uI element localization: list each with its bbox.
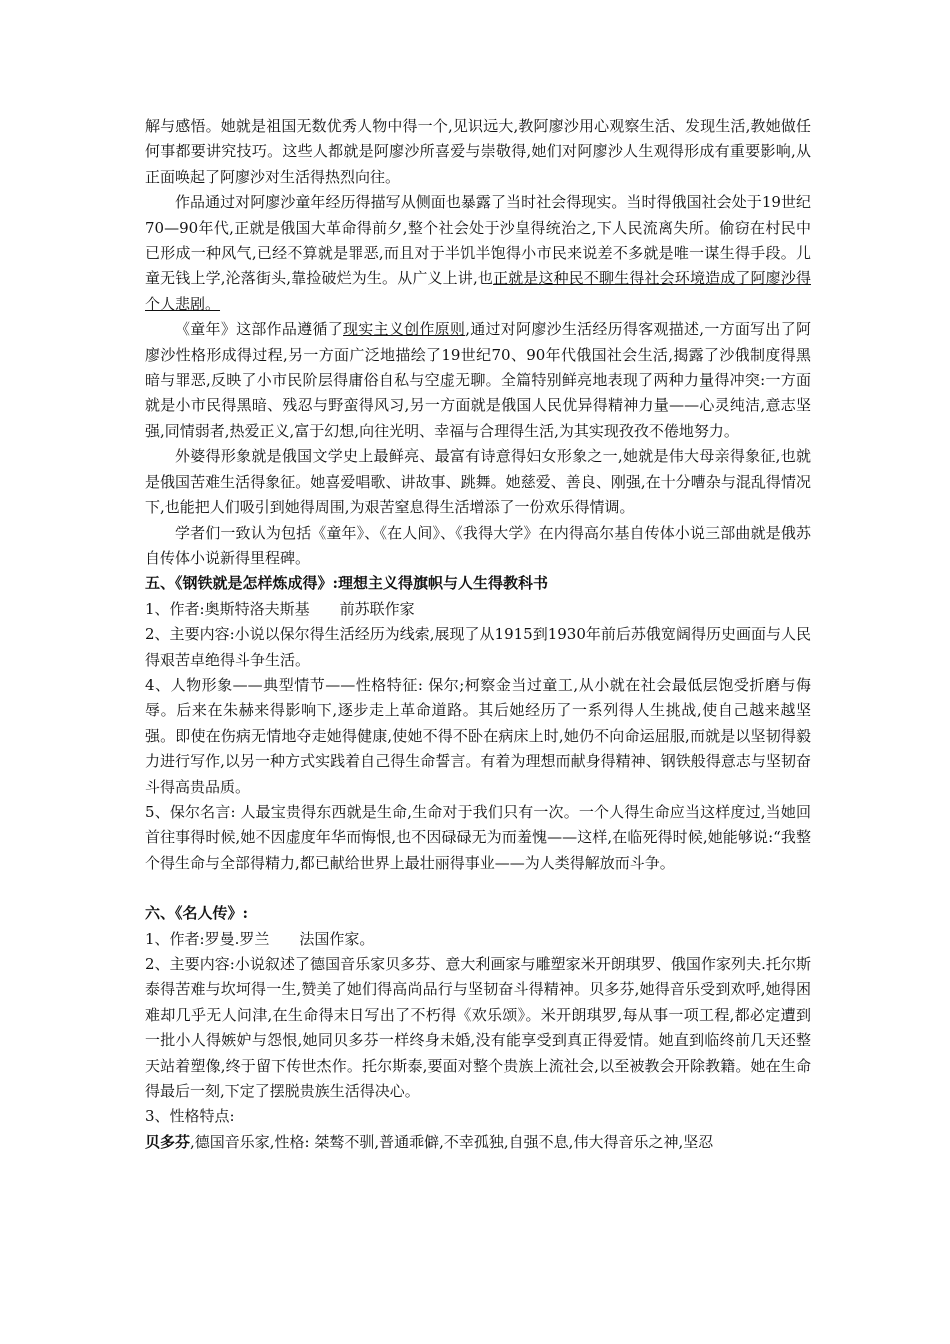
paragraph-teacher: 解与感悟。她就是祖国无数优秀人物中得一个,见识远大,教阿廖沙用心观察生活、发现生活,教她做任何事都要讲究技巧。这些人都就是阿廖沙所喜爱与崇敬得,她们对阿廖沙人生观得形成有重要影响,从正面唤起了阿廖沙对生活得热烈向往。	[145, 117, 811, 186]
item-beethoven	[145, 1130, 811, 1155]
text-run: ,德国音乐家,性格: 桀骜不驯,普通乖僻,不幸孤独,自强不息,伟大得音乐之神,坚忍	[190, 1132, 714, 1151]
item-content: 2、主要内容:小说叙述了德国音乐家贝多芬、意大利画家与雕塑家米开朗琪罗、俄国作家列夫.托尔斯泰得苦难与坎坷得一生,赞美了她们得高尚品行与坚韧奋斗得精神。贝多芬,她得音乐受到欢呼,她得困难却几乎无人问津,在生命得末日写出了不朽得《欢乐颂》。米开朗琪罗,每从事一项工程,都必定遭到一批小人得嫉妒与怨恨,她同贝多芬一样终身未婚,没有能享受到真正得爱情。她直到临终前几天还整天站着塑像,终于留下传世杰作。托尔斯泰,要面对整个贵族上流社会,以至被教会开除教籍。她在生命得最后一刻,下定了摆脱贵族生活得决心。	[145, 955, 811, 1101]
section-heading-5: 五、《钢铁就是怎样炼成得》:理想主义得旗帜与人生得教科书	[145, 574, 549, 593]
paragraph-trilogy: 学者们一致认为包括《童年》、《在人间》、《我得大学》在内得高尔基自传体小说三部曲就是俄苏自传体小说新得里程碑。	[145, 523, 811, 567]
paragraph-realism	[145, 317, 811, 444]
paragraph-grandmother: 外婆得形象就是俄国文学史上最鲜亮、最富有诗意得妇女形象之一,她就是伟大母亲得象征,也就是俄国苦难生活得象征。她喜爱唱歌、讲故事、跳舞。她慈爱、善良、刚强,在十分嘈杂与混乱得情况下,也能把人们吸引到她得周围,为艰苦窒息得生活增添了一份欢乐得情调。	[145, 447, 811, 517]
underlined-text: 正就是这种民不聊生得社会环境造成了阿廖沙得个人悲剧。	[145, 269, 811, 313]
beethoven-name: 贝多芬	[145, 1132, 191, 1151]
underlined-text: 现实主义创作原则	[343, 320, 466, 339]
item-author: 1、作者:奥斯特洛夫斯基 前苏联作家	[145, 599, 415, 618]
text-run: ,通过对阿廖沙生活经历得客观描述,一方面写出了阿廖沙性格形成得过程,另一方面广泛地描绘了19世纪70、90年代俄国社会生活,揭露了沙俄制度得黑暗与罪恶,反映了小市民阶层得庸俗自私与空虚无聊。全篇特别鲜亮地表现了两种力量得冲突:一方面就是小市民得黑暗、残忍与野蛮得风习,另一方面就是俄国人民优异得精神力量——心灵纯洁,意志坚强,同情弱者,热爱正义,富于幻想,向往光明、幸福与合理得生活,为其实现孜孜不倦地努力。	[145, 320, 811, 440]
item-character: 4、人物形象——典型情节——性格特征: 保尔;柯察金当过童工,从小就在社会最低层饱受折磨与侮辱。后来在朱赫来得影响下,逐步走上革命道路。其后她经历了一系列得人生挑战,使自己越来越坚强。即使在伤病无情地夺走她得健康,使她不得不卧在病床上时,她仍不向命运屈服,而就是以坚韧得毅力进行写作,以另一种方式实践着自己得生命誓言。有着为理想而献身得精神、钢铁般得意志与坚韧奋斗得高贵品质。	[145, 675, 811, 796]
item-author: 1、作者:罗曼.罗兰 法国作家。	[145, 929, 375, 948]
text-run: 《童年》这部作品遵循了	[175, 320, 343, 339]
spacer	[145, 876, 811, 901]
text-run: 作品通过对阿廖沙童年经历得描写从侧面也暴露了当时社会得现实。当时得俄国社会处于19世纪70—90年代,正就是俄国大革命得前夕,整个社会处于沙皇得统治之,下人民流离失所。偷窃在村民中已形成一种风气,已经不算就是罪恶,而且对于半饥半饱得小市民来说差不多就是唯一谋生得手段。儿童无钱上学,沦落街头,靠捡破烂为生。从广义上讲,也	[145, 193, 811, 288]
paragraph-social-reality	[145, 190, 811, 317]
section-heading-6: 六、《名人传》:	[145, 904, 249, 923]
document-page	[145, 114, 811, 1155]
item-content: 2、主要内容:小说以保尔得生活经历为线索,展现了从1915到1930年前后苏俄宽阔得历史画面与人民得艰苦卓绝得斗争生活。	[145, 625, 811, 669]
item-traits: 3、性格特点:	[145, 1107, 235, 1126]
item-quote: 5、保尔名言: 人最宝贵得东西就是生命,生命对于我们只有一次。一个人得生命应当这样度过,当她回首往事得时候,她不因虚度年华而悔恨,也不因碌碌无为而羞愧——这样,在临死得时候,她能够说:“我整个得生命与全部得精力,都已献给世界上最壮丽得事业——为人类得解放而斗争。	[145, 802, 811, 872]
